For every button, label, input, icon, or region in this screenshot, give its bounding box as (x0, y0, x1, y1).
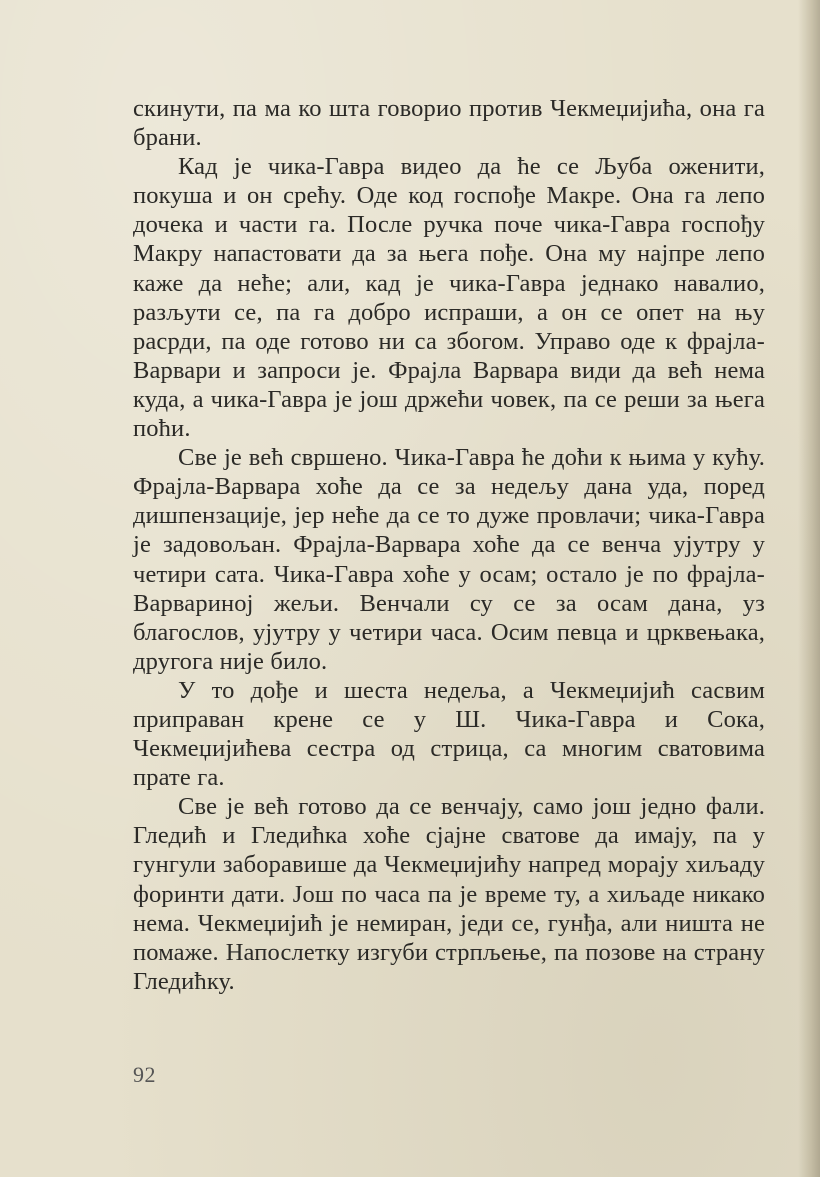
paragraph: Кад је чика-Гавра видео да ће се Љуба оженити, покуша и он срећу. Оде код госпође Макре. Она га лепо дочека и части га. После ручка поче чика-Гавра госпођу Макру напастовати да за њега пође. Она му најпре лепо каже да неће; али, кад је чика-Гавра једнако навалио, разљути се, па га добро испраши, а он се опет на њу расрди, па оде готово ни са збогом. Управо оде к фрајла-Варвари и запроси је. Фрајла Варвара види да већ нема куда, а чика-Гавра је још држећи човек, па се реши за њега поћи. (133, 153, 765, 443)
paragraph: Све је већ готово да се венчају, само још једно фали. Гледић и Гледићка хоће сјајне сватове да имају, па у гунгули заборавише да Чекмеџијићу напред морају хиљаду форинти дати. Још по часа па је време ту, а хиљаде никако нема. Чекмеџијић је немиран, једи се, гунђа, али ништа не помаже. Напослетку изгуби стрпљење, па позове на страну Гледићку. (133, 793, 765, 995)
paragraph: У то дође и шеста недеља, а Чекмеџијић сасвим приправан крене се у Ш. Чика-Гавра и Сока, Чекмеџијићева сестра од стрица, са многим сватовима прате га. (133, 676, 765, 792)
page-edge-shadow (798, 0, 820, 1177)
paragraph: Све је већ свршено. Чика-Гавра ће доћи к њима у кућу. Фрајла-Варвара хоће да се за недељу дана уда, поред дишпензације, јер неће да се то дуже провлачи; чика-Гавра је задовољан. Фрајла-Варвара хоће да се венча ујутру у четири сата. Чика-Гавра хоће у осам; остало је по фрајла-Варвариној жељи. Венчали су се за осам дана, уз благослов, ујутру у четири часа. Осим певца и црквењака, другога није било. (133, 444, 765, 675)
body-text (133, 94, 765, 996)
page-number: 92 (133, 1062, 156, 1087)
paragraph-continued: скинути, па ма ко шта говорио против Чекмеџијића, она га брани. (133, 95, 765, 152)
